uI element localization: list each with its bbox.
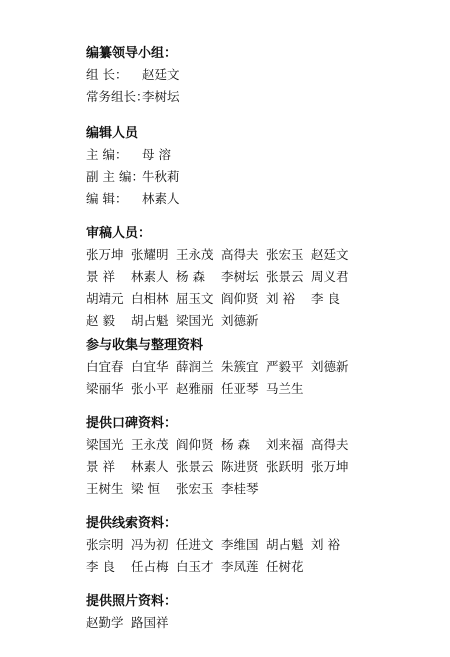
person-name: 陈进贤 bbox=[221, 459, 259, 474]
role-line bbox=[86, 188, 386, 210]
section-heading: 提供线索资料： bbox=[86, 516, 178, 531]
role-names: 李树坛 bbox=[142, 89, 180, 104]
role-names: 牛秋莉 bbox=[142, 169, 180, 184]
person-name: 赵 毅 bbox=[86, 313, 115, 328]
person-name: 高得夫 bbox=[311, 437, 349, 452]
section-clue-sources bbox=[86, 514, 386, 578]
person-name: 胡靖元 bbox=[86, 291, 124, 306]
person-name: 景 祥 bbox=[86, 269, 115, 284]
person-name: 任树花 bbox=[266, 559, 304, 574]
person-name: 刘德新 bbox=[311, 359, 349, 374]
section-reviewers bbox=[86, 224, 386, 332]
person-name: 阎仰贤 bbox=[221, 291, 259, 306]
person-name: 薛润兰 bbox=[176, 359, 214, 374]
person-name: 张耀明 bbox=[131, 247, 169, 262]
person-name: 张小平 bbox=[131, 381, 169, 396]
name-row bbox=[86, 612, 386, 634]
name-row bbox=[86, 478, 386, 500]
person-name: 刘 裕 bbox=[311, 537, 340, 552]
name-row bbox=[86, 534, 386, 556]
section-heading: 提供口碑资料： bbox=[86, 416, 178, 431]
name-row bbox=[86, 378, 386, 400]
person-name: 张宗明 bbox=[86, 537, 124, 552]
person-name: 李 良 bbox=[311, 291, 340, 306]
person-name: 张跃明 bbox=[266, 459, 304, 474]
person-name: 白相林 bbox=[131, 291, 169, 306]
person-name: 李桂琴 bbox=[221, 481, 259, 496]
person-name: 王永茂 bbox=[176, 247, 214, 262]
role-label: 组 长： bbox=[86, 67, 128, 82]
section-heading: 参与收集与整理资料 bbox=[86, 338, 204, 353]
section-heading: 审稿人员： bbox=[86, 226, 152, 241]
person-name: 张景云 bbox=[266, 269, 304, 284]
person-name: 梁国光 bbox=[176, 313, 214, 328]
person-name: 阎仰贤 bbox=[176, 437, 214, 452]
person-name: 赵雅丽 bbox=[176, 381, 214, 396]
person-name: 白玉才 bbox=[176, 559, 214, 574]
person-name: 刘来福 bbox=[266, 437, 304, 452]
name-row bbox=[86, 266, 386, 288]
role-label: 主 编： bbox=[86, 147, 128, 162]
role-label: 常务组长： bbox=[86, 89, 149, 104]
name-row bbox=[86, 556, 386, 578]
person-name: 刘 裕 bbox=[266, 291, 295, 306]
person-name: 冯为初 bbox=[131, 537, 169, 552]
person-name: 梁 恒 bbox=[131, 481, 160, 496]
person-name: 屈玉文 bbox=[176, 291, 214, 306]
role-names: 母 溶 bbox=[142, 147, 171, 162]
person-name: 任占梅 bbox=[131, 559, 169, 574]
section-heading: 编辑人员 bbox=[86, 126, 139, 141]
person-name: 张万坤 bbox=[86, 247, 124, 262]
role-line bbox=[86, 166, 386, 188]
person-name: 白宜春 bbox=[86, 359, 124, 374]
document-page bbox=[86, 44, 386, 634]
person-name: 任进文 bbox=[176, 537, 214, 552]
person-name: 刘德新 bbox=[221, 313, 259, 328]
person-name: 王树生 bbox=[86, 481, 124, 496]
person-name: 杨 森 bbox=[176, 269, 205, 284]
section-heading: 提供照片资料： bbox=[86, 594, 178, 609]
section-oral-sources bbox=[86, 414, 386, 500]
role-line bbox=[86, 86, 386, 108]
section-editors bbox=[86, 124, 386, 210]
person-name: 杨 森 bbox=[221, 437, 250, 452]
person-name: 林素人 bbox=[131, 459, 169, 474]
person-name: 梁国光 bbox=[86, 437, 124, 452]
name-row bbox=[86, 288, 386, 310]
person-name: 赵勤学 bbox=[86, 615, 124, 630]
section-heading: 编纂领导小组： bbox=[86, 46, 178, 61]
person-name: 周义君 bbox=[311, 269, 349, 284]
person-name: 李维国 bbox=[221, 537, 259, 552]
person-name: 李树坛 bbox=[221, 269, 259, 284]
person-name: 路国祥 bbox=[131, 615, 169, 630]
person-name: 梁丽华 bbox=[86, 381, 124, 396]
role-line bbox=[86, 64, 386, 86]
role-names: 林素人 bbox=[142, 191, 180, 206]
person-name: 赵廷文 bbox=[311, 247, 349, 262]
person-name: 张宏玉 bbox=[176, 481, 214, 496]
person-name: 李 良 bbox=[86, 559, 115, 574]
person-name: 朱簇宜 bbox=[221, 359, 259, 374]
person-name: 胡占魁 bbox=[131, 313, 169, 328]
person-name: 白宜华 bbox=[131, 359, 169, 374]
role-line bbox=[86, 144, 386, 166]
person-name: 严毅平 bbox=[266, 359, 304, 374]
person-name: 马兰生 bbox=[266, 381, 304, 396]
section-collectors bbox=[86, 336, 386, 400]
role-label: 编 辑： bbox=[86, 191, 128, 206]
person-name: 李凤莲 bbox=[221, 559, 259, 574]
person-name: 胡占魁 bbox=[266, 537, 304, 552]
name-row bbox=[86, 244, 386, 266]
person-name: 王永茂 bbox=[131, 437, 169, 452]
name-row bbox=[86, 456, 386, 478]
name-row bbox=[86, 310, 386, 332]
person-name: 张景云 bbox=[176, 459, 214, 474]
section-photo-sources bbox=[86, 592, 386, 634]
person-name: 张万坤 bbox=[311, 459, 349, 474]
person-name: 景 祥 bbox=[86, 459, 115, 474]
person-name: 高得夫 bbox=[221, 247, 259, 262]
person-name: 林素人 bbox=[131, 269, 169, 284]
person-name: 张宏玉 bbox=[266, 247, 304, 262]
person-name: 任亚琴 bbox=[221, 381, 259, 396]
section-editorial-leadership bbox=[86, 44, 386, 108]
name-row bbox=[86, 356, 386, 378]
name-row bbox=[86, 434, 386, 456]
role-names: 赵廷文 bbox=[142, 67, 180, 82]
role-label: 副 主 编： bbox=[86, 169, 144, 184]
